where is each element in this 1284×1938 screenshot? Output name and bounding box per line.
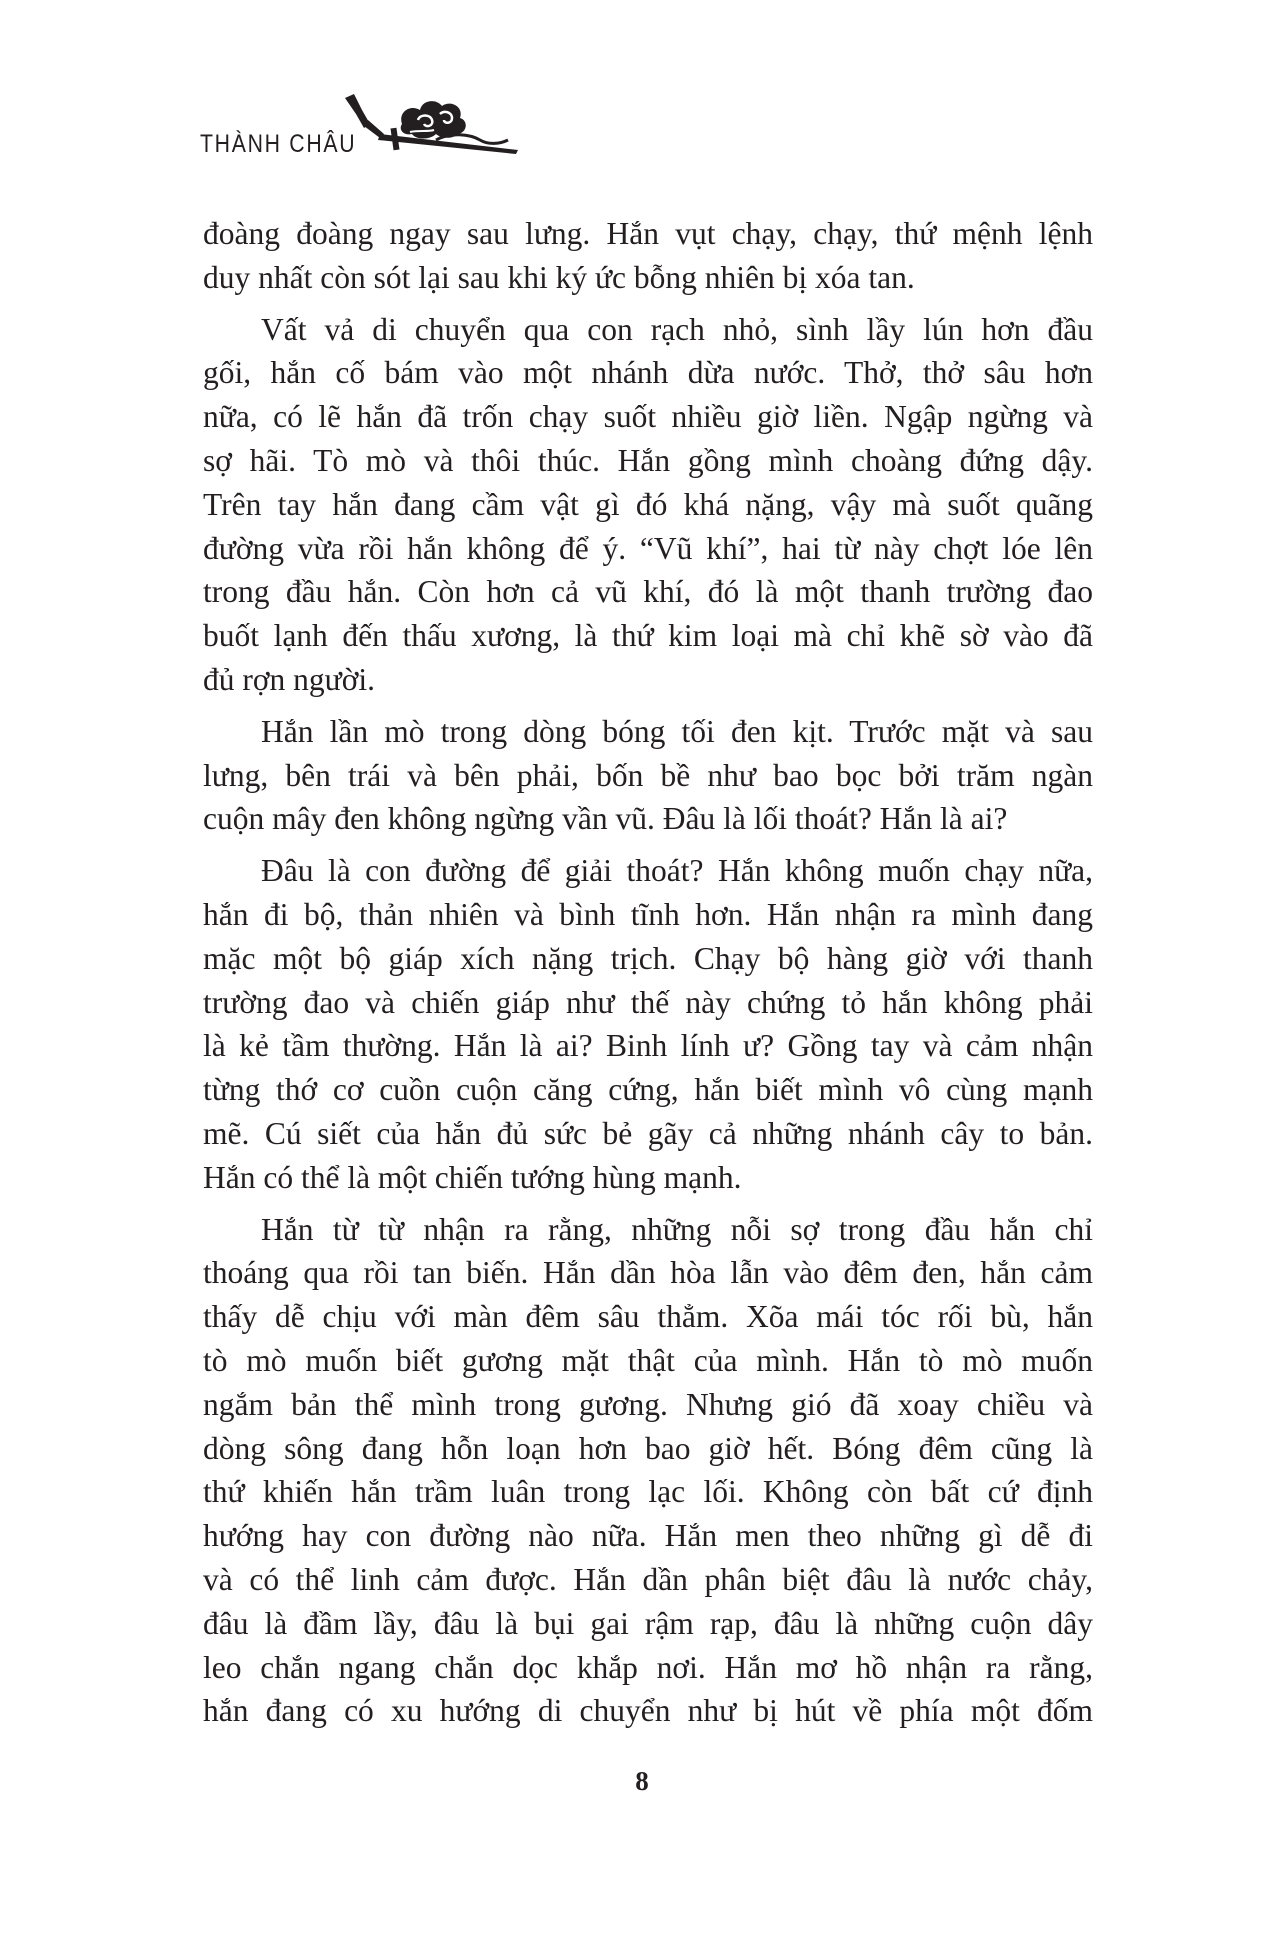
text-line: Hắn từ từ nhận ra rằng, những nỗi sợ trong đầu hắn chỉ bbox=[261, 1211, 1093, 1247]
text-line: ngắm bản thể mình trong gương. Nhưng gió đã xoay chiều và bbox=[203, 1386, 1093, 1422]
text-line: sợ hãi. Tò mò và thôi thúc. Hắn gồng mình choàng đứng dậy. bbox=[203, 442, 1093, 478]
text-line: Hắn lần mò trong dòng bóng tối đen kịt. Trước mặt và sau bbox=[261, 713, 1093, 749]
text-line: trong đầu hắn. Còn hơn cả vũ khí, đó là một thanh trường đao bbox=[203, 574, 1093, 610]
text-line: duy nhất còn sót lại sau khi ký ức bỗng nhiên bị xóa tan. bbox=[203, 259, 915, 295]
text-line: tò mò muốn biết gương mặt thật của mình. Hắn tò mò muốn bbox=[203, 1342, 1093, 1378]
body-text bbox=[203, 212, 1093, 1741]
paragraph bbox=[203, 849, 1093, 1199]
text-line: trường đao và chiến giáp như thế này chứng tỏ hắn không phải bbox=[203, 984, 1093, 1020]
text-line: nữa, có lẽ hắn đã trốn chạy suốt nhiều giờ liền. Ngập ngừng và bbox=[203, 399, 1093, 435]
ink-brush-sword-cloud-logo-icon bbox=[340, 90, 520, 170]
text-line: đủ rợn người. bbox=[203, 661, 376, 697]
text-line: đoàng đoàng ngay sau lưng. Hắn vụt chạy, chạy, thứ mệnh lệnh bbox=[203, 216, 1093, 251]
book-title: THÀNH CHÂU bbox=[200, 130, 357, 158]
text-line: mẽ. Cú siết của hắn đủ sức bẻ gãy cả những nhánh cây to bản. bbox=[203, 1115, 1093, 1151]
text-line: leo chắn ngang chắn dọc khắp nơi. Hắn mơ hồ nhận ra rằng, bbox=[203, 1649, 1093, 1685]
paragraph bbox=[203, 1208, 1093, 1734]
text-line: từng thớ cơ cuồn cuộn căng cứng, hắn biết mình vô cùng mạnh bbox=[203, 1072, 1093, 1108]
page-number: 8 bbox=[635, 1766, 649, 1796]
text-line: là kẻ tầm thường. Hắn là ai? Binh lính ư? Gồng tay và cảm nhận bbox=[203, 1028, 1093, 1064]
text-line: và có thể linh cảm được. Hắn dần phân biệt đâu là nước chảy, bbox=[203, 1561, 1093, 1597]
text-line: thoáng qua rồi tan biến. Hắn dần hòa lẫn vào đêm đen, hắn cảm bbox=[203, 1255, 1093, 1291]
text-line: đâu là đầm lầy, đâu là bụi gai rậm rạp, đâu là những cuộn dây bbox=[203, 1605, 1093, 1641]
text-line: hắn đang có xu hướng di chuyển như bị hút về phía một đốm bbox=[203, 1693, 1093, 1729]
text-line: Đâu là con đường để giải thoát? Hắn không muốn chạy nữa, bbox=[261, 853, 1093, 889]
paragraph bbox=[203, 212, 1093, 300]
text-line: Hắn có thể là một chiến tướng hùng mạnh. bbox=[203, 1159, 742, 1195]
text-line: mặc một bộ giáp xích nặng trịch. Chạy bộ hàng giờ với thanh bbox=[203, 940, 1093, 976]
text-line: thấy dễ chịu với màn đêm sâu thẳm. Xõa mái tóc rối bù, hắn bbox=[203, 1299, 1093, 1335]
text-line: cuộn mây đen không ngừng vần vũ. Đâu là lối thoát? Hắn là ai? bbox=[203, 801, 1008, 837]
text-line: dòng sông đang hỗn loạn hơn bao giờ hết. Bóng đêm cũng là bbox=[203, 1430, 1093, 1466]
text-line: lưng, bên trái và bên phải, bốn bề như bao bọc bởi trăm ngàn bbox=[203, 757, 1093, 793]
text-line: Vất vả di chuyển qua con rạch nhỏ, sình lầy lún hơn đầu bbox=[261, 311, 1093, 347]
text-line: thứ khiến hắn trầm luân trong lạc lối. Không còn bất cứ định bbox=[203, 1474, 1093, 1510]
text-line: Trên tay hắn đang cầm vật gì đó khá nặng, vậy mà suốt quãng bbox=[203, 486, 1093, 522]
running-header bbox=[200, 90, 520, 170]
text-line: hướng hay con đường nào nữa. Hắn men theo những gì dễ đi bbox=[203, 1518, 1093, 1554]
text-line: buốt lạnh đến thấu xương, là thứ kim loại mà chỉ khẽ sờ vào đã bbox=[203, 618, 1093, 654]
text-line: gối, hắn cố bám vào một nhánh dừa nước. Thở, thở sâu hơn bbox=[203, 355, 1093, 391]
text-line: đường vừa rồi hắn không để ý. “Vũ khí”, hai từ này chợt lóe lên bbox=[203, 530, 1093, 566]
text-line: hắn đi bộ, thản nhiên và bình tĩnh hơn. Hắn nhận ra mình đang bbox=[203, 896, 1093, 932]
paragraph bbox=[203, 710, 1093, 841]
paragraph bbox=[203, 308, 1093, 702]
